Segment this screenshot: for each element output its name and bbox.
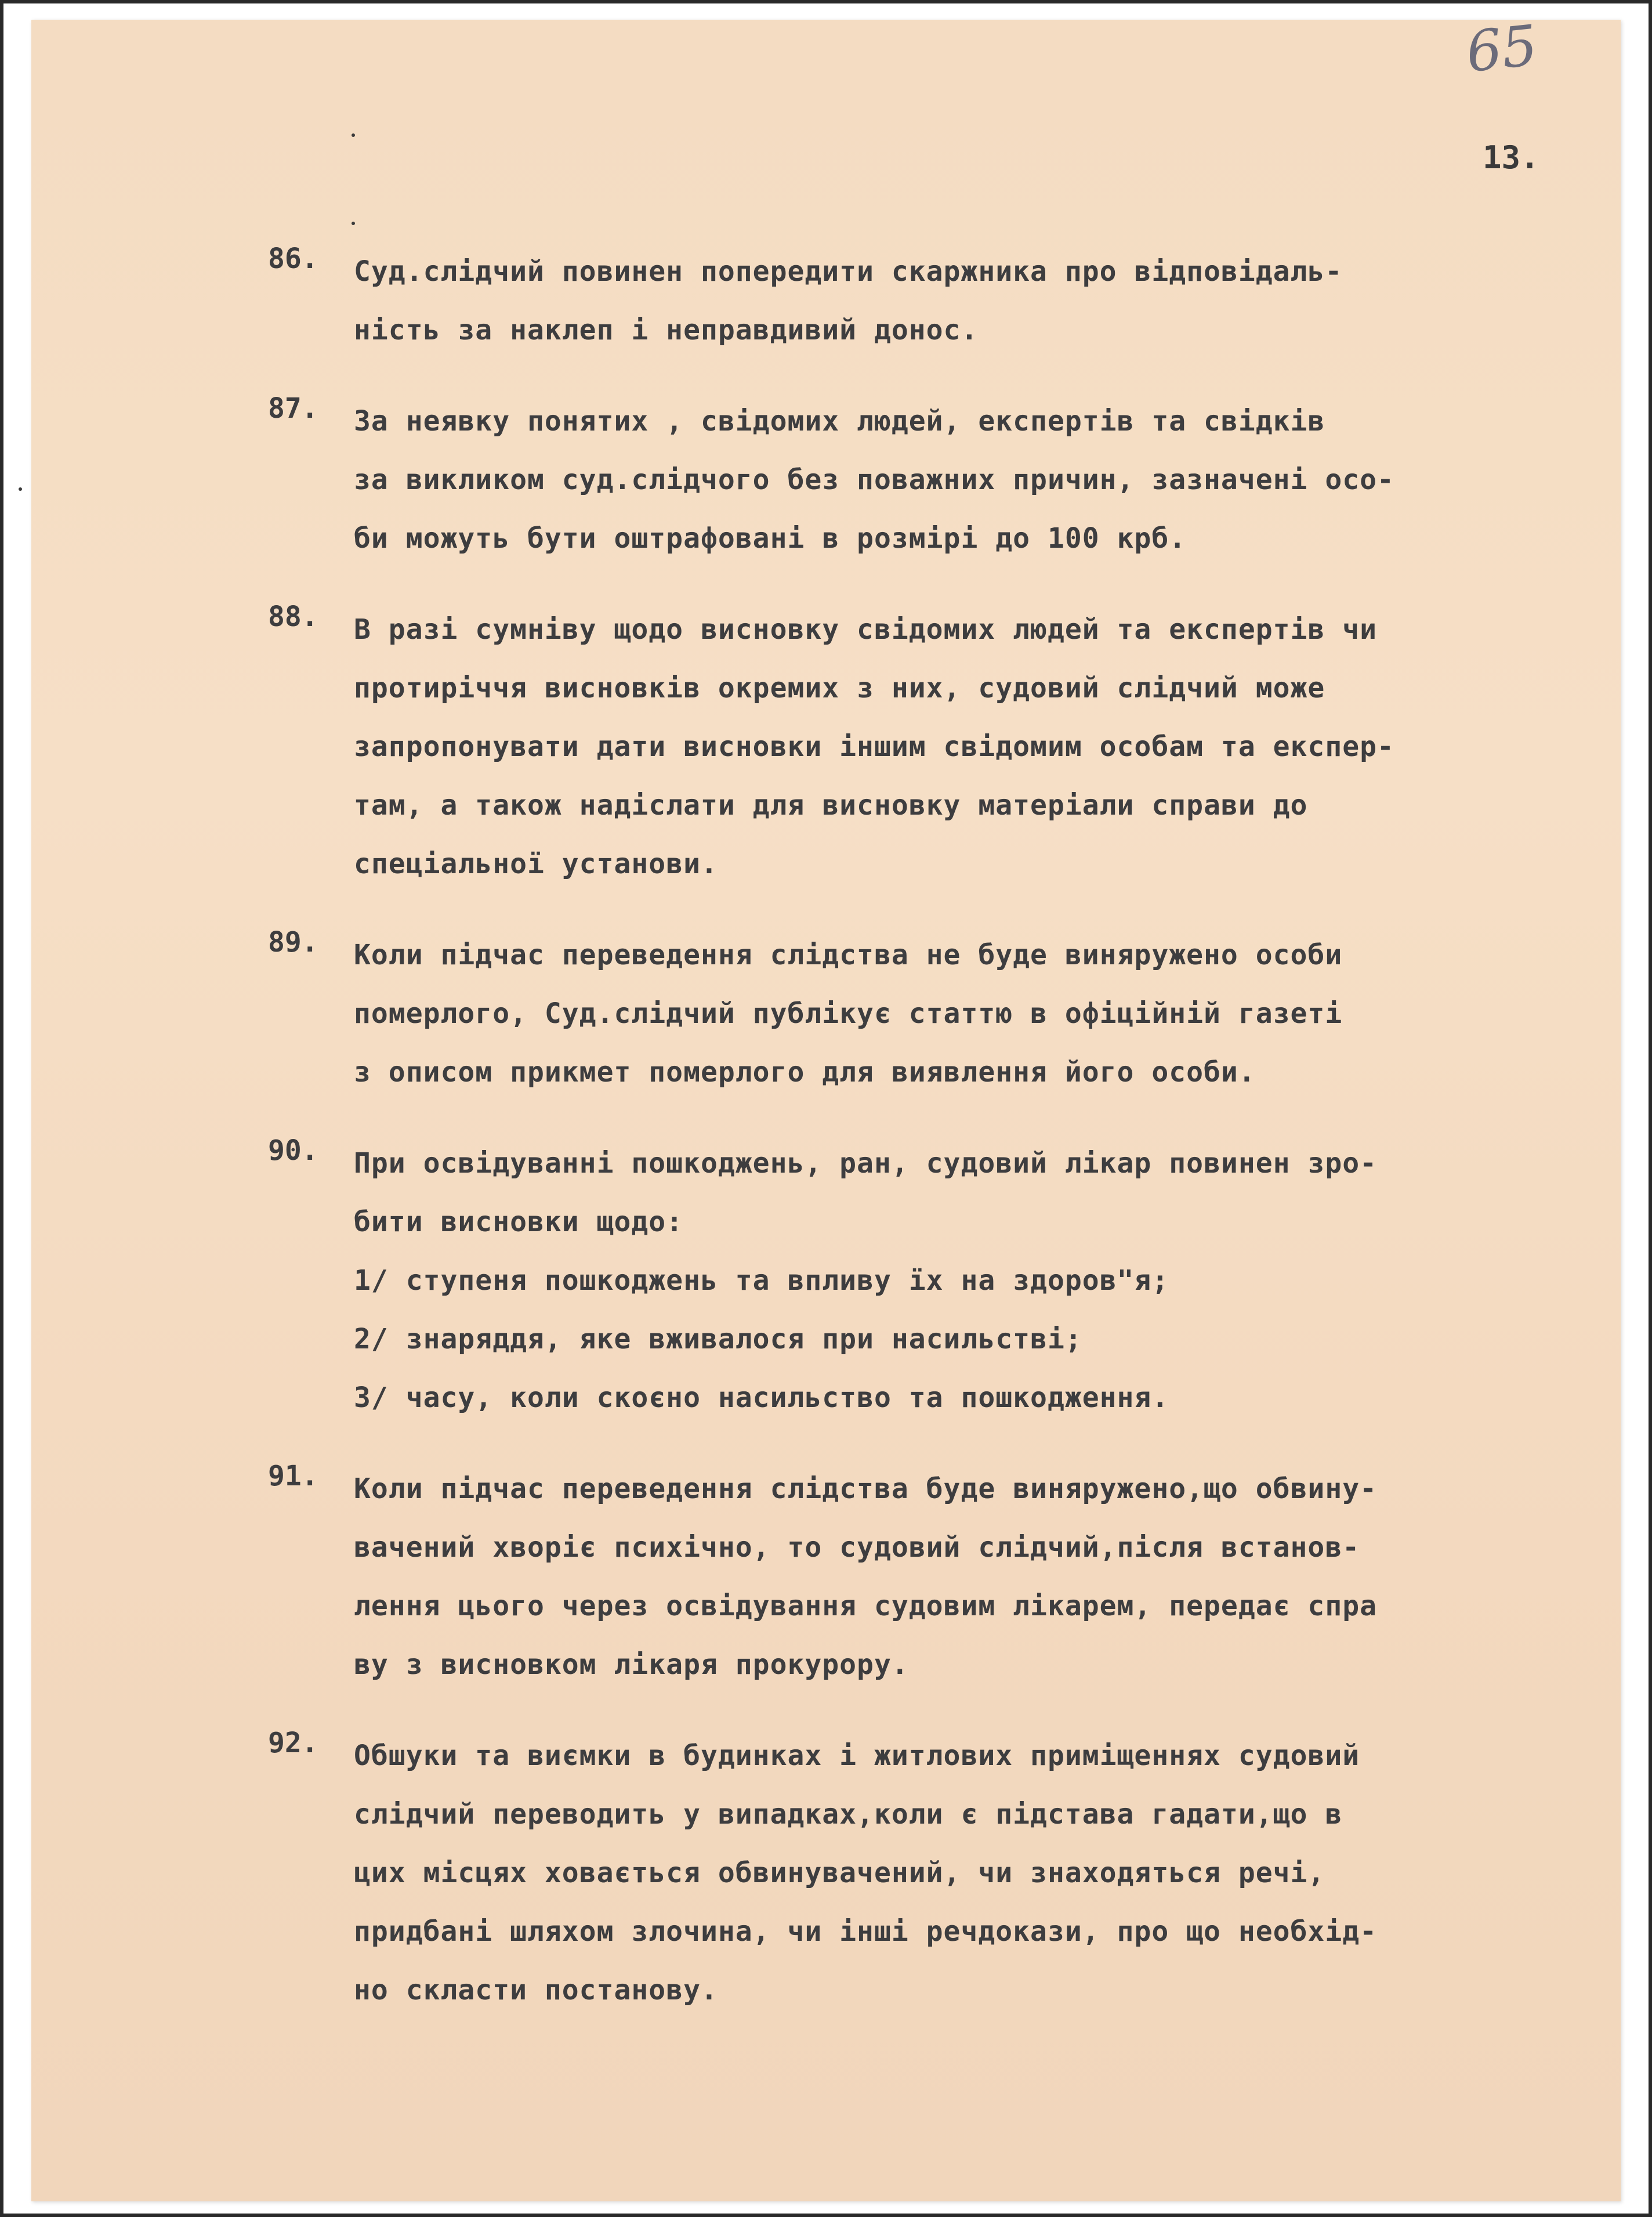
list-item: 3/ часу, коли скоєно насильство та пошкодження. xyxy=(354,1381,1169,1414)
text-line: В разі сумніву щодо висновку свідомих людей та експертів чи xyxy=(354,613,1378,646)
text-line: вачений хворіє психічно, то судовий слідчий,після встанов- xyxy=(354,1531,1360,1564)
text-line: лення цього через освідування судовим лікарем, передає спра xyxy=(354,1590,1378,1622)
paragraph-92 xyxy=(268,1727,1584,2020)
text-line: протиріччя висновків окремих з них, судовий слідчий може xyxy=(354,672,1325,704)
text-line: Коли підчас переведення слідства буде виняружено,що обвину- xyxy=(354,1473,1378,1505)
text-line: ність за наклеп і неправдивий донос. xyxy=(354,314,979,346)
paragraph-number: 86. xyxy=(268,243,318,275)
text-line: спеціальної установи. xyxy=(354,848,718,880)
paragraph-number: 90. xyxy=(268,1134,318,1167)
paragraph-number: 91. xyxy=(268,1460,318,1492)
text-line: би можуть бути оштрафовані в розмірі до 100 крб. xyxy=(354,522,1187,555)
paragraph-number: 88. xyxy=(268,601,318,633)
text-line: слідчий переводить у випадках,коли є підстава гадати,що в xyxy=(354,1798,1343,1831)
paragraph-90 xyxy=(268,1134,1584,1427)
list-item: 1/ ступеня пошкоджень та впливу їх на здоров"я; xyxy=(354,1264,1169,1297)
paragraph-number: 87. xyxy=(268,392,318,425)
margin-dot xyxy=(19,487,22,491)
paragraph-87 xyxy=(268,392,1584,568)
document-body xyxy=(268,243,1584,2052)
paragraph-86 xyxy=(268,243,1584,360)
paragraph-88 xyxy=(268,601,1584,894)
text-line: бити висновки щодо: xyxy=(354,1206,684,1238)
list-item: 2/ знаряддя, яке вживалося при насильстві; xyxy=(354,1323,1082,1355)
text-line: ву з висновком лікаря прокурору. xyxy=(354,1648,909,1681)
text-line: Суд.слідчий повинен попередити скаржника про відповідаль- xyxy=(354,255,1343,288)
text-line: померлого, Суд.слідчий публікує статтю в офіційній газеті xyxy=(354,997,1343,1030)
text-line: там, а також надіслати для висновку матеріали справи до xyxy=(354,789,1308,822)
text-line: з описом прикмет померлого для виявлення його особи. xyxy=(354,1056,1256,1088)
margin-dot xyxy=(352,222,355,225)
text-line: При освідуванні пошкоджень, ран, судовий лікар повинен зро- xyxy=(354,1147,1378,1180)
paragraph-91 xyxy=(268,1460,1584,1694)
text-line: запропонувати дати висновки іншим свідомим особам та експер- xyxy=(354,730,1394,763)
paragraph-89 xyxy=(268,926,1584,1102)
text-line: цих місцях ховається обвинувачений, чи знаходяться речі, xyxy=(354,1857,1325,1889)
paragraph-number: 89. xyxy=(268,926,318,959)
text-line: За неявку понятих , свідомих людей, експертів та свідків xyxy=(354,405,1325,437)
text-line: придбані шляхом злочина, чи інші речдокази, про що необхід- xyxy=(354,1915,1378,1948)
text-line: за викликом суд.слідчого без поважних причин, зазначені осо- xyxy=(354,464,1394,496)
text-line: но скласти постанову. xyxy=(354,1974,718,2006)
page-number: 13. xyxy=(1483,139,1539,176)
text-line: Обшуки та виємки в будинках і житлових приміщеннях судовий xyxy=(354,1739,1360,1772)
paragraph-number: 92. xyxy=(268,1727,318,1759)
text-line: Коли підчас переведення слідства не буде виняружено особи xyxy=(354,939,1343,971)
handwritten-folio-number: 65 xyxy=(1463,12,1541,85)
margin-dot xyxy=(352,133,355,137)
